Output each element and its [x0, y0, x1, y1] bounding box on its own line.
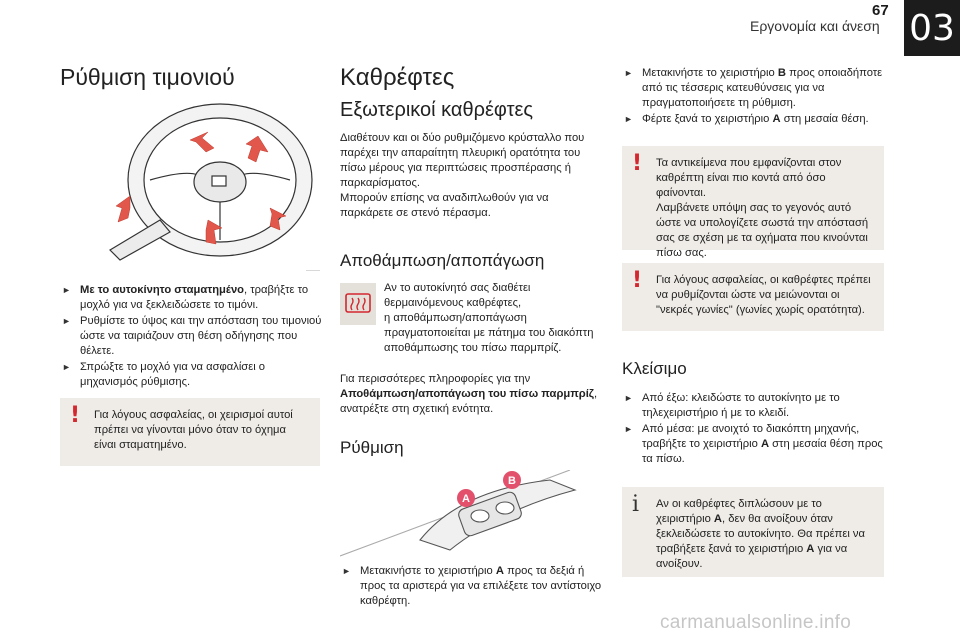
step-text: Μετακινήστε το χειριστήριο — [360, 565, 496, 577]
note-text: Λαμβάνετε υπόψη σας το γεγονός αυτό ώστε να υπολογίζετε σωστά την απόστασή σας σε σχέση με τα οχήματα που κινούνται πίσω σας. — [656, 202, 869, 259]
defrost-text — [384, 281, 604, 356]
list-item — [622, 391, 890, 421]
intro-text: Διαθέτουν και οι δύο ρυθμιζόμενο κρύσταλλο που παρέχει την απαραίτητη πλευρική ορατότητα του πίσω μέρους για περιπτώσεις προσπέρασης ή παρκαρίσματος. — [340, 132, 585, 189]
steering-title: Ρύθμιση τιμονιού — [60, 64, 235, 90]
mirror-distance-note — [622, 146, 884, 259]
arrow-icon: ► — [624, 68, 633, 78]
watermark: carmanualsonline.info — [660, 612, 852, 633]
note-text: Για λόγους ασφαλείας, οι καθρέφτες πρέπει να ρυθμίζονται ώστε να μειώνονται οι "νεκρές γωνίες" (γωνίες χωρίς ορατότητα). — [656, 274, 871, 316]
warning-icon: ! — [632, 268, 643, 293]
step-text: στη μεσαία θέση. — [780, 113, 869, 125]
steering-safety-note — [60, 398, 320, 466]
defrost-button-icon — [340, 283, 376, 325]
adjust-title: Ρύθμιση — [340, 438, 404, 457]
badge-b-label: B — [508, 475, 516, 487]
arrow-icon: ► — [624, 114, 633, 124]
intro-text: Μπορούν επίσης να αναδιπλωθούν για να παρκάρετε σε στενό πέρασμα. — [340, 192, 549, 219]
arrow-icon: ► — [62, 285, 71, 295]
step-text: Από μέσα: με ανοιχτό το διακόπτη μηχανής, τραβήξτε το χειριστήριο — [642, 423, 860, 450]
warning-icon: ! — [632, 151, 643, 176]
step-text: προς τα δεξιά ή προς τα αριστερά για να επιλέξετε τον αντίστοιχο καθρέφτη. — [360, 565, 602, 607]
list-item — [622, 112, 890, 127]
mirror-control-illustration — [340, 470, 580, 560]
note-text: Τα αντικείμενα που εμφανίζονται στον καθρέπτη είναι πιο κοντά από όσο φαίνονται. — [656, 157, 842, 199]
mirrors-title: Καθρέφτες — [340, 64, 455, 91]
section-title: Εργονομία και άνεση — [750, 18, 880, 34]
step-text: προς οποιαδήποτε από τις τέσσερις κατευθύνσεις για να πραγματοποιήσετε τη ρύθμιση. — [642, 67, 883, 109]
list-item — [60, 314, 322, 359]
blind-spot-note — [622, 263, 884, 331]
more-info-text — [340, 372, 608, 417]
badge-a-label: A — [462, 493, 470, 505]
step-bold: A — [495, 565, 504, 577]
step-text: στη μεσαία θέση προς τα πίσω. — [642, 438, 883, 465]
adjust-steps-cont — [622, 66, 890, 128]
arrow-icon: ► — [62, 362, 71, 372]
steering-wheel-illustration — [90, 100, 320, 270]
note-text: Για λόγους ασφαλείας, οι χειρισμοί αυτοί πρέπει να γίνονται μόνο όταν το όχημα είναι σταματημένο. — [94, 409, 293, 451]
step-text: , τραβήξτε το μοχλό για να ξεκλειδώσετε το τιμόνι. — [80, 284, 309, 311]
note-text: , δεν θα ανοίξουν όταν ξεκλειδώσετε το αυτοκίνητο. Θα πρέπει να τραβήξετε ξανά το χειριστήριο — [656, 513, 865, 555]
unfold-info-note — [622, 487, 884, 577]
step-text: Ρυθμίστε το ύψος και την απόσταση του τιμονιού ώστε να ταιριάζουν στη θέση οδήγησης που θέλετε. — [80, 315, 322, 357]
mirrors-intro — [340, 131, 602, 221]
list-item — [622, 422, 890, 467]
exterior-mirrors-title: Εξωτερικοί καθρέφτες — [340, 99, 534, 121]
arrow-icon: ► — [62, 316, 71, 326]
step-bold: A — [760, 438, 770, 450]
defrost-title: Αποθάμπωση/αποπάγωση — [340, 251, 545, 270]
list-item — [60, 360, 322, 390]
folding-title: Κλείσιμο — [622, 359, 687, 378]
list-item — [622, 66, 890, 111]
step-text: Μετακινήστε το χειριστήριο — [642, 67, 778, 79]
list-item — [340, 564, 608, 609]
chapter-tab — [904, 0, 960, 56]
defrost-sentence: Αν το αυτοκίνητό σας διαθέτει θερμαινόμενους καθρέφτες, — [384, 282, 531, 309]
more-info-tail: , ανατρέξτε στη σχετική ενότητα. — [340, 388, 598, 415]
chapter-number: 03 — [909, 7, 955, 49]
rear-defrost-icon — [344, 291, 372, 317]
arrow-icon: ► — [624, 393, 633, 403]
page-number: 67 — [872, 2, 889, 19]
step-text: Από έξω: κλειδώστε το αυτοκίνητο με το τηλεχειριστήριο ή με το κλειδί. — [642, 392, 840, 419]
warning-icon: ! — [70, 403, 81, 428]
info-icon: i — [632, 492, 640, 517]
adjust-steps — [340, 564, 608, 610]
step-bold: A — [772, 113, 781, 125]
step-text: Φέρτε ξανά το χειριστήριο — [642, 113, 773, 125]
defrost-sentence: η αποθάμπωση/αποπάγωση πραγματοποιείται με πάτημα του διακόπτη αποθάμπωσης του πίσω παρμπρίζ. — [384, 312, 594, 354]
more-info-lead: Για περισσότερες πληροφορίες για την — [340, 373, 531, 385]
step-bold: B — [777, 67, 786, 79]
step-text: Σπρώξτε το μοχλό για να ασφαλίσει ο μηχανισμός ρύθμισης. — [80, 361, 266, 388]
steering-steps — [60, 283, 322, 391]
figure-rule — [306, 270, 320, 271]
note-bold: A — [806, 543, 815, 555]
step-bold: Με το αυτοκίνητο σταματημένο — [80, 284, 244, 296]
folding-steps — [622, 391, 890, 468]
list-item — [60, 283, 322, 313]
note-bold: A — [713, 513, 723, 525]
note-text: για να ανοίξουν. — [656, 543, 848, 570]
arrow-icon: ► — [624, 424, 633, 434]
arrow-icon: ► — [342, 566, 351, 576]
note-text: Αν οι καθρέφτες διπλώσουν με το χειριστήριο — [656, 498, 822, 525]
more-info-link: Αποθάμπωση/αποπάγωση του πίσω παρμπρίζ — [340, 388, 594, 400]
